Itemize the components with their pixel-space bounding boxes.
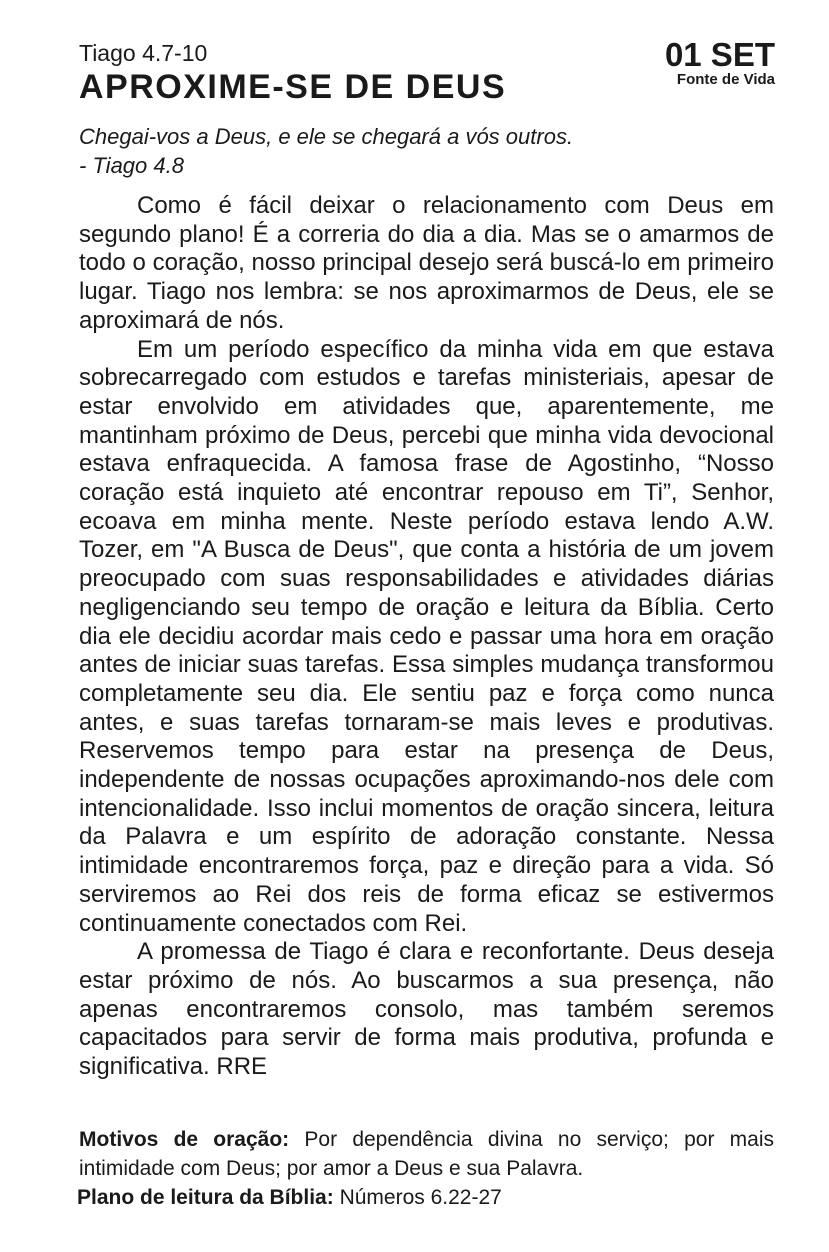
devotional-body [79,192,774,1082]
plan-label: Plano de leitura da Bíblia: [77,1186,334,1209]
prayer-text: Por dependência divina no serviço; por mais intimidade com Deus; por amor a Deus e sua Palavra. [79,1128,775,1180]
prayer-motives [79,1125,774,1183]
reading-plan [77,1183,502,1212]
date-label: 01 SET [664,36,775,73]
source-label: Fonte de Vida [676,71,775,88]
verse-citation: - Tiago 4.8 [79,153,184,178]
paragraph-2: Em um período específico da minha vida em que estava sobrecarregado com estudos e tarefas ministeriais, apesar de estar envolvido em atividades que, aparentemente, me mantinham próximo de Deus, percebi que minha vida devocional estava enfraquecida. A famosa frase de Agostinho, “Nosso coração está inquieto até encontrar repouso em Ti”, Senhor, ecoava em minha mente. Neste período estava lendo A.W. Tozer, em "A Busca de Deus", que conta a história de um jovem preocupado com suas responsabilidades e atividades diárias negligenciando seu tempo de oração e leitura da Bíblia. Certo dia ele decidiu acordar mais cedo e passar uma hora em oração antes de iniciar suas tarefas. Essa simples mudança transformou completamente seu dia. Ele sentiu paz e força como nunca antes, e suas tarefas tornaram-se mais leves e produtivas. Reservemos tempo para estar na presença de Deus, independente de nossas ocupações aproximando-nos dele com intencionalidade. Isso inclui momentos de oração sincera, leitura da Palavra e um espírito de adoração constante. Nessa intimidade encontraremos força, paz e direção para a vida. Só serviremos ao Rei dos reis de forma eficaz se estivermos continuamente conectados com Rei. [79,335,774,937]
paragraph-1: Como é fácil deixar o relacionamento com Deus em segundo plano! É a correria do dia a dia. Mas se o amarmos de todo o coração, nosso principal desejo será buscá-lo em primeiro lugar. Tiago nos lembra: se nos aproximarmos de Deus, ele se aproximará de nós. [79,192,774,334]
scripture-reference: Tiago 4.7-10 [79,40,208,66]
plan-text: Números 6.22-27 [339,1186,502,1209]
verse-text: Chegai-vos a Deus, e ele se chegará a vós outros. [79,124,574,149]
prayer-label: Motivos de oração: [79,1128,290,1151]
page-title: APROXIME-SE DE DEUS [79,68,507,106]
paragraph-3: A promessa de Tiago é clara e reconfortante. Deus deseja estar próximo de nós. Ao buscarmos a sua presença, não apenas encontraremos consolo, mas também seremos capacitados para servir de forma mais produtiva, profunda e significativa. RRE [79,938,774,1081]
key-verse [79,122,769,180]
